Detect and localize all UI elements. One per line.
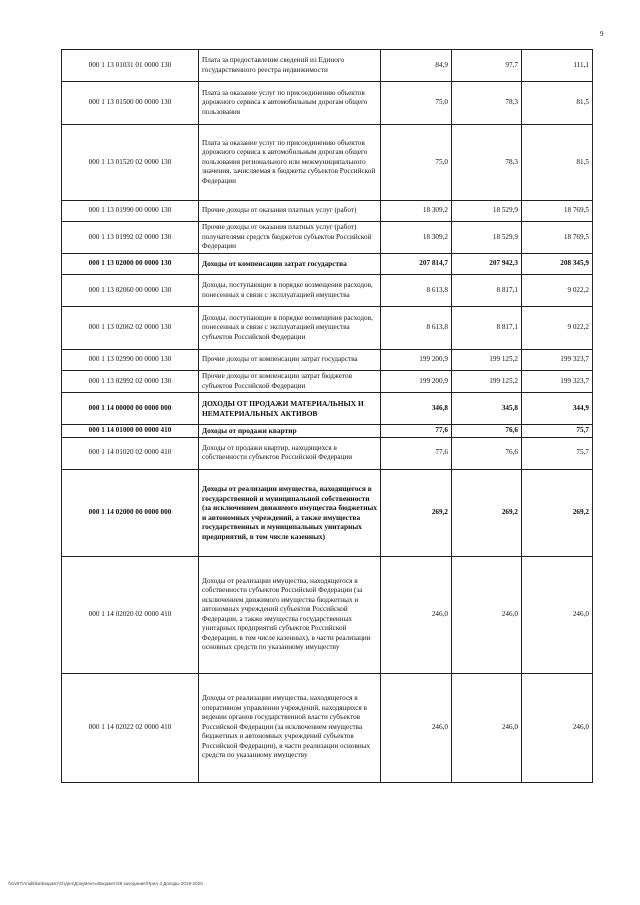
row-value-1: 8 613,8 xyxy=(381,275,452,307)
row-value-2: 18 529,9 xyxy=(452,222,522,254)
row-value-3: 9 022,2 xyxy=(522,275,593,307)
row-value-2: 18 529,9 xyxy=(452,201,522,222)
row-value-3: 269,2 xyxy=(522,469,593,556)
row-value-2: 207 942,3 xyxy=(452,254,522,275)
row-value-1: 8 613,8 xyxy=(381,307,452,350)
table-row xyxy=(62,437,593,469)
row-code: 000 1 14 02022 02 0000 410 xyxy=(62,673,199,782)
row-value-2: 199 125,2 xyxy=(452,371,522,393)
row-name: Доходы от продажи квартир, находящихся в собственности субъектов Российской Федерации xyxy=(199,437,381,469)
row-name: Прочие доходы от компенсации затрат бюджетов субъектов Российской Федерации xyxy=(199,371,381,393)
row-value-2: 97,7 xyxy=(452,50,522,82)
row-name: Прочие доходы от оказания платных услуг (работ) получателями средств бюджетов субъектов Российской Федерации xyxy=(199,222,381,254)
row-value-1: 18 309,2 xyxy=(381,222,452,254)
table-row xyxy=(62,371,593,393)
row-value-3: 75,7 xyxy=(522,437,593,469)
row-value-2: 8 817,1 xyxy=(452,307,522,350)
row-code: 000 1 13 01520 02 0000 130 xyxy=(62,125,199,201)
row-value-1: 199 200,9 xyxy=(381,371,452,393)
row-value-2: 246,0 xyxy=(452,673,522,782)
row-name: Плата за оказание услуг по присоединению объектов дорожного сервиса к автомобильным дорогам общего пользования xyxy=(199,82,381,125)
table-row xyxy=(62,254,593,275)
row-code: 000 1 13 02062 02 0000 130 xyxy=(62,307,199,350)
row-value-1: 269,2 xyxy=(381,469,452,556)
row-code: 000 1 13 02992 02 0000 130 xyxy=(62,371,199,393)
row-value-2: 76,6 xyxy=(452,437,522,469)
row-value-1: 18 309,2 xyxy=(381,201,452,222)
row-code: 000 1 14 02000 00 0000 000 xyxy=(62,469,199,556)
row-value-1: 246,0 xyxy=(381,673,452,782)
row-name: Прочие доходы от компенсации затрат государства xyxy=(199,350,381,371)
table-row xyxy=(62,82,593,125)
row-value-2: 199 125,2 xyxy=(452,350,522,371)
row-value-1: 75,0 xyxy=(381,125,452,201)
row-value-3: 18 769,5 xyxy=(522,201,593,222)
table-row xyxy=(62,222,593,254)
row-value-2: 78,3 xyxy=(452,82,522,125)
row-value-1: 246,0 xyxy=(381,556,452,673)
row-name: Доходы от компенсации затрат государства xyxy=(199,254,381,275)
row-value-3: 208 345,9 xyxy=(522,254,593,275)
revenue-table xyxy=(61,49,593,783)
row-value-3: 81,5 xyxy=(522,82,593,125)
row-name: Доходы от реализации имущества, находящегося в государственной и муниципальной собственности (за исключением движимого имущества бюджетных и автономных учреждений, а также имущества государственных и муниципальных унитарных предприятий, в том числе казенных) xyxy=(199,469,381,556)
table-row xyxy=(62,125,593,201)
row-value-3: 344,9 xyxy=(522,393,593,425)
row-name: Доходы от продажи квартир xyxy=(199,425,381,438)
row-value-3: 111,1 xyxy=(522,50,593,82)
row-code: 000 1 14 01000 00 0000 410 xyxy=(62,425,199,438)
row-name: Доходы от реализации имущества, находящегося в оперативном управлении учреждений, находящихся в ведении органов государственной власти субъектов Российской Федерации (за исключением имущества бюджетных и автономных учреждений субъектов Российской Федерации), в части реализации основных средств по указанному имуществу xyxy=(199,673,381,782)
row-name: Доходы, поступающие в порядке возмещения расходов, понесенных в связи с эксплуатацией имущества субъектов Российской Федерации xyxy=(199,307,381,350)
row-value-3: 246,0 xyxy=(522,673,593,782)
table-row xyxy=(62,556,593,673)
row-code: 000 1 13 02060 00 0000 130 xyxy=(62,275,199,307)
table-row xyxy=(62,275,593,307)
row-value-2: 8 817,1 xyxy=(452,275,522,307)
row-value-3: 246,0 xyxy=(522,556,593,673)
table-row xyxy=(62,350,593,371)
table-row xyxy=(62,307,593,350)
row-value-1: 75,0 xyxy=(381,82,452,125)
row-value-3: 81,5 xyxy=(522,125,593,201)
row-name: Плата за предоставление сведений из Единого государственного реестра недвижимости xyxy=(199,50,381,82)
row-value-1: 346,8 xyxy=(381,393,452,425)
row-name: Прочие доходы от оказания платных услуг (работ) xyxy=(199,201,381,222)
row-value-1: 84,9 xyxy=(381,50,452,82)
row-value-1: 77,6 xyxy=(381,425,452,438)
row-value-3: 9 022,2 xyxy=(522,307,593,350)
row-name: Доходы, поступающие в порядке возмещения расходов, понесенных в связи с эксплуатацией имущества xyxy=(199,275,381,307)
row-value-2: 246,0 xyxy=(452,556,522,673)
table-row xyxy=(62,425,593,438)
row-value-2: 76,6 xyxy=(452,425,522,438)
page-number: 9 xyxy=(600,30,604,38)
row-code: 000 1 13 02000 00 0000 130 xyxy=(62,254,199,275)
row-code: 000 1 13 01990 00 0000 130 xyxy=(62,201,199,222)
row-value-3: 18 769,5 xyxy=(522,222,593,254)
row-name: Доходы от реализации имущества, находящегося в собственности субъектов Российской Федерации (за исключением движимого имущества бюджетных и автономных учреждений субъектов Российской Федерации, а также имущества государственных унитарных предприятий субъектов Российской Федерации, в том числе казенных), в части реализации основных средств по указанному имуществу xyxy=(199,556,381,673)
row-value-1: 207 814,7 xyxy=(381,254,452,275)
row-value-2: 269,2 xyxy=(452,469,522,556)
row-value-3: 199 323,7 xyxy=(522,350,593,371)
row-code: 000 1 14 00000 00 0000 000 xyxy=(62,393,199,425)
row-code: 000 1 13 01992 02 0000 130 xyxy=(62,222,199,254)
file-path-footer: \\srv07\Analitika\Бюджет\Отдел\Документы\Бюджет\28 заседание\Прил 3 Доходы 2018-2020 xyxy=(8,881,203,886)
row-value-2: 345,8 xyxy=(452,393,522,425)
row-name: ДОХОДЫ ОТ ПРОДАЖИ МАТЕРИАЛЬНЫХ И НЕМАТЕРИАЛЬНЫХ АКТИВОВ xyxy=(199,393,381,425)
row-value-1: 77,6 xyxy=(381,437,452,469)
table-row xyxy=(62,673,593,782)
table-row xyxy=(62,201,593,222)
row-code: 000 1 14 02020 02 0000 410 xyxy=(62,556,199,673)
table-row xyxy=(62,393,593,425)
row-value-3: 199 323,7 xyxy=(522,371,593,393)
table-row xyxy=(62,50,593,82)
row-name: Плата за оказание услуг по присоединению объектов дорожного сервиса к автомобильным дорогам общего пользования регионального или межмуниципального значения, зачисляемая в бюджеты субъектов Российской Федерации xyxy=(199,125,381,201)
row-value-1: 199 200,9 xyxy=(381,350,452,371)
row-code: 000 1 13 01500 00 0000 130 xyxy=(62,82,199,125)
row-code: 000 1 14 01020 02 0000 410 xyxy=(62,437,199,469)
row-value-3: 75,7 xyxy=(522,425,593,438)
table-row xyxy=(62,469,593,556)
row-code: 000 1 13 01031 01 0000 130 xyxy=(62,50,199,82)
row-value-2: 78,3 xyxy=(452,125,522,201)
row-code: 000 1 13 02990 00 0000 130 xyxy=(62,350,199,371)
